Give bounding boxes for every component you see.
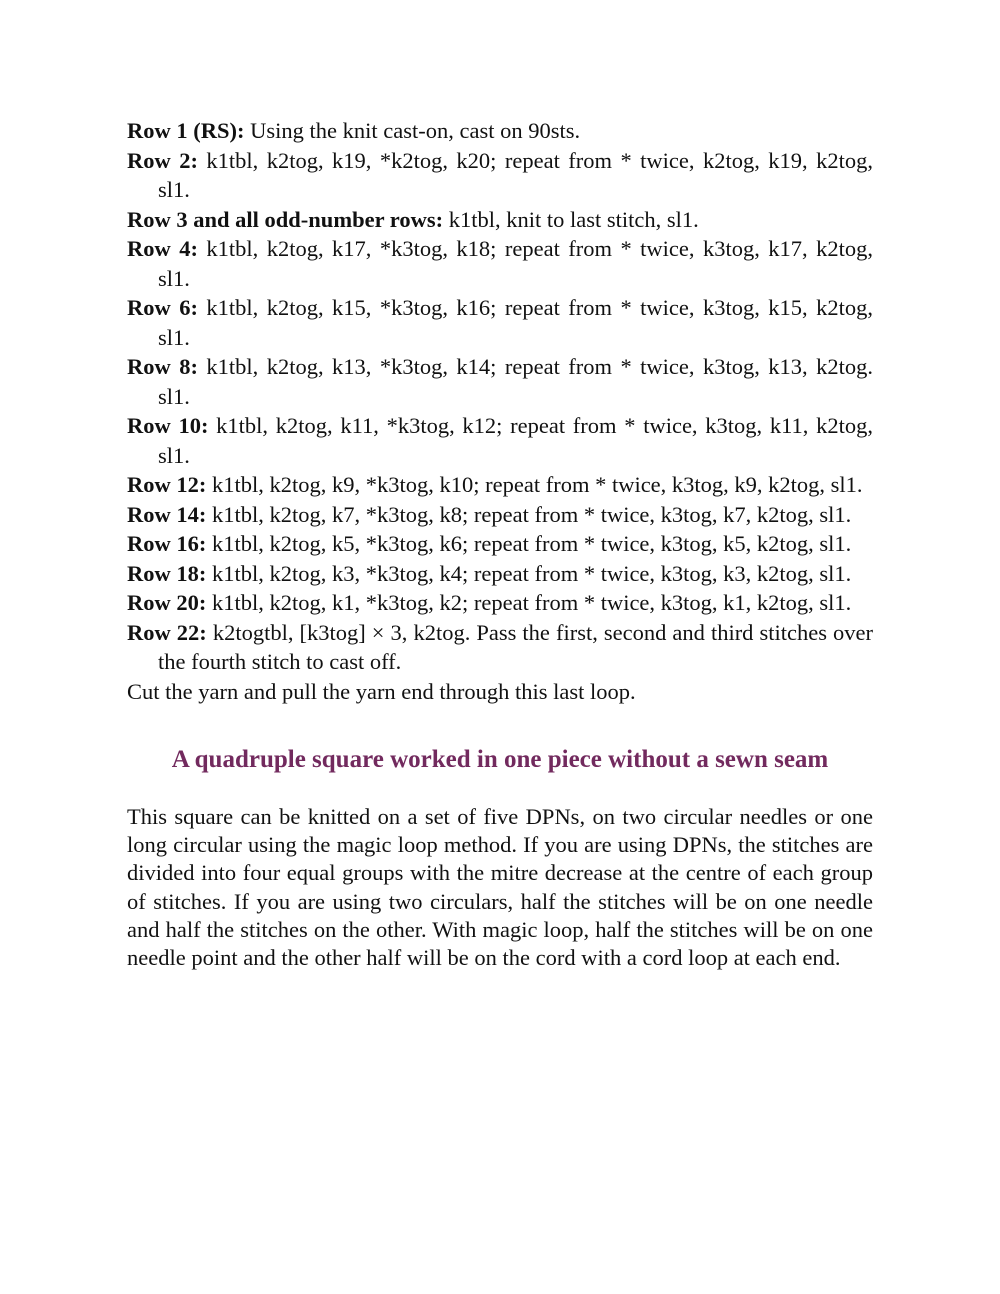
pattern-row — [127, 293, 873, 352]
row-label: Row 8: — [127, 354, 198, 379]
row-instruction: k1tbl, knit to last stitch, sl1. — [443, 206, 699, 232]
row-instruction: k1tbl, k2tog, k9, *k3tog, k10; repeat from * twice, k3tog, k9, k2tog, sl1. — [206, 472, 863, 497]
row-label: Row 12: — [127, 472, 207, 497]
row-label: Row 4: — [127, 236, 198, 261]
row-label: Row 14: — [127, 501, 207, 527]
section-heading: A quadruple square worked in one piece without a sewn seam — [171, 746, 829, 773]
row-label: Row 3 and all odd-number rows: — [127, 206, 444, 232]
row-instruction: k1tbl, k2tog, k7, *k3tog, k8; repeat from * twice, k3tog, k7, k2tog, sl1. — [206, 501, 852, 527]
row-label: Row 18: — [127, 560, 207, 586]
pattern-row — [127, 234, 873, 293]
pattern-row — [127, 529, 873, 559]
row-label: Row 22: — [127, 619, 207, 645]
pattern-row — [127, 146, 873, 205]
row-label: Row 16: — [127, 531, 207, 556]
row-instruction: k1tbl, k2tog, k5, *k3tog, k6; repeat from * twice, k3tog, k5, k2tog, sl1. — [206, 531, 852, 556]
row-instruction: k1tbl, k2tog, k11, *k3tog, k12; repeat from * twice, k3tog, k11, k2tog, sl1. — [158, 413, 873, 468]
pattern-row — [127, 411, 873, 470]
row-label: Row 2: — [127, 147, 198, 173]
row-instruction: k1tbl, k2tog, k13, *k3tog, k14; repeat from * twice, k3tog, k13, k2tog. sl1. — [158, 354, 873, 409]
pattern-row — [127, 205, 873, 235]
row-instruction: k2togtbl, [k3tog] × 3, k2tog. Pass the first, second and third stitches over the fourth stitch to cast off. — [158, 619, 873, 674]
row-label: Row 20: — [127, 590, 207, 615]
row-instruction: k1tbl, k2tog, k17, *k3tog, k18; repeat from * twice, k3tog, k17, k2tog, sl1. — [158, 236, 873, 291]
section-paragraph: This square can be knitted on a set of five DPNs, on two circular needles or one long circular using the magic loop method. If you are using DPNs, the stitches are divided into four equal groups with the mitre decrease at the centre of each group of stitches. If you are using two circulars, half the stitches will be on one needle and half the stitches on the other. With magic loop, half the stitches will be on one needle point and the other half will be on the cord with a cord loop at each end. — [127, 804, 873, 971]
pattern-row — [127, 588, 873, 618]
row-instruction: k1tbl, k2tog, k1, *k3tog, k2; repeat from * twice, k3tog, k1, k2tog, sl1. — [206, 590, 852, 615]
document-page — [127, 116, 873, 972]
row-instruction: k1tbl, k2tog, k19, *k2tog, k20; repeat from * twice, k2tog, k19, k2tog, sl1. — [158, 147, 873, 202]
row-instruction: Using the knit cast-on, cast on 90sts. — [244, 118, 581, 143]
row-instruction: k1tbl, k2tog, k3, *k3tog, k4; repeat from * twice, k3tog, k3, k2tog, sl1. — [206, 560, 852, 586]
pattern-row — [127, 352, 873, 411]
pattern-rows — [127, 116, 873, 677]
row-label: Row 1 (RS): — [127, 118, 245, 143]
row-instruction: k1tbl, k2tog, k15, *k3tog, k16; repeat from * twice, k3tog, k15, k2tog, sl1. — [158, 295, 873, 350]
pattern-row — [127, 618, 873, 677]
closing-line: Cut the yarn and pull the yarn end through this last loop. — [127, 678, 636, 704]
pattern-row — [127, 470, 873, 500]
pattern-row — [127, 500, 873, 530]
pattern-row — [127, 116, 873, 146]
row-label: Row 10: — [127, 413, 209, 438]
pattern-row — [127, 559, 873, 589]
row-label: Row 6: — [127, 295, 198, 320]
